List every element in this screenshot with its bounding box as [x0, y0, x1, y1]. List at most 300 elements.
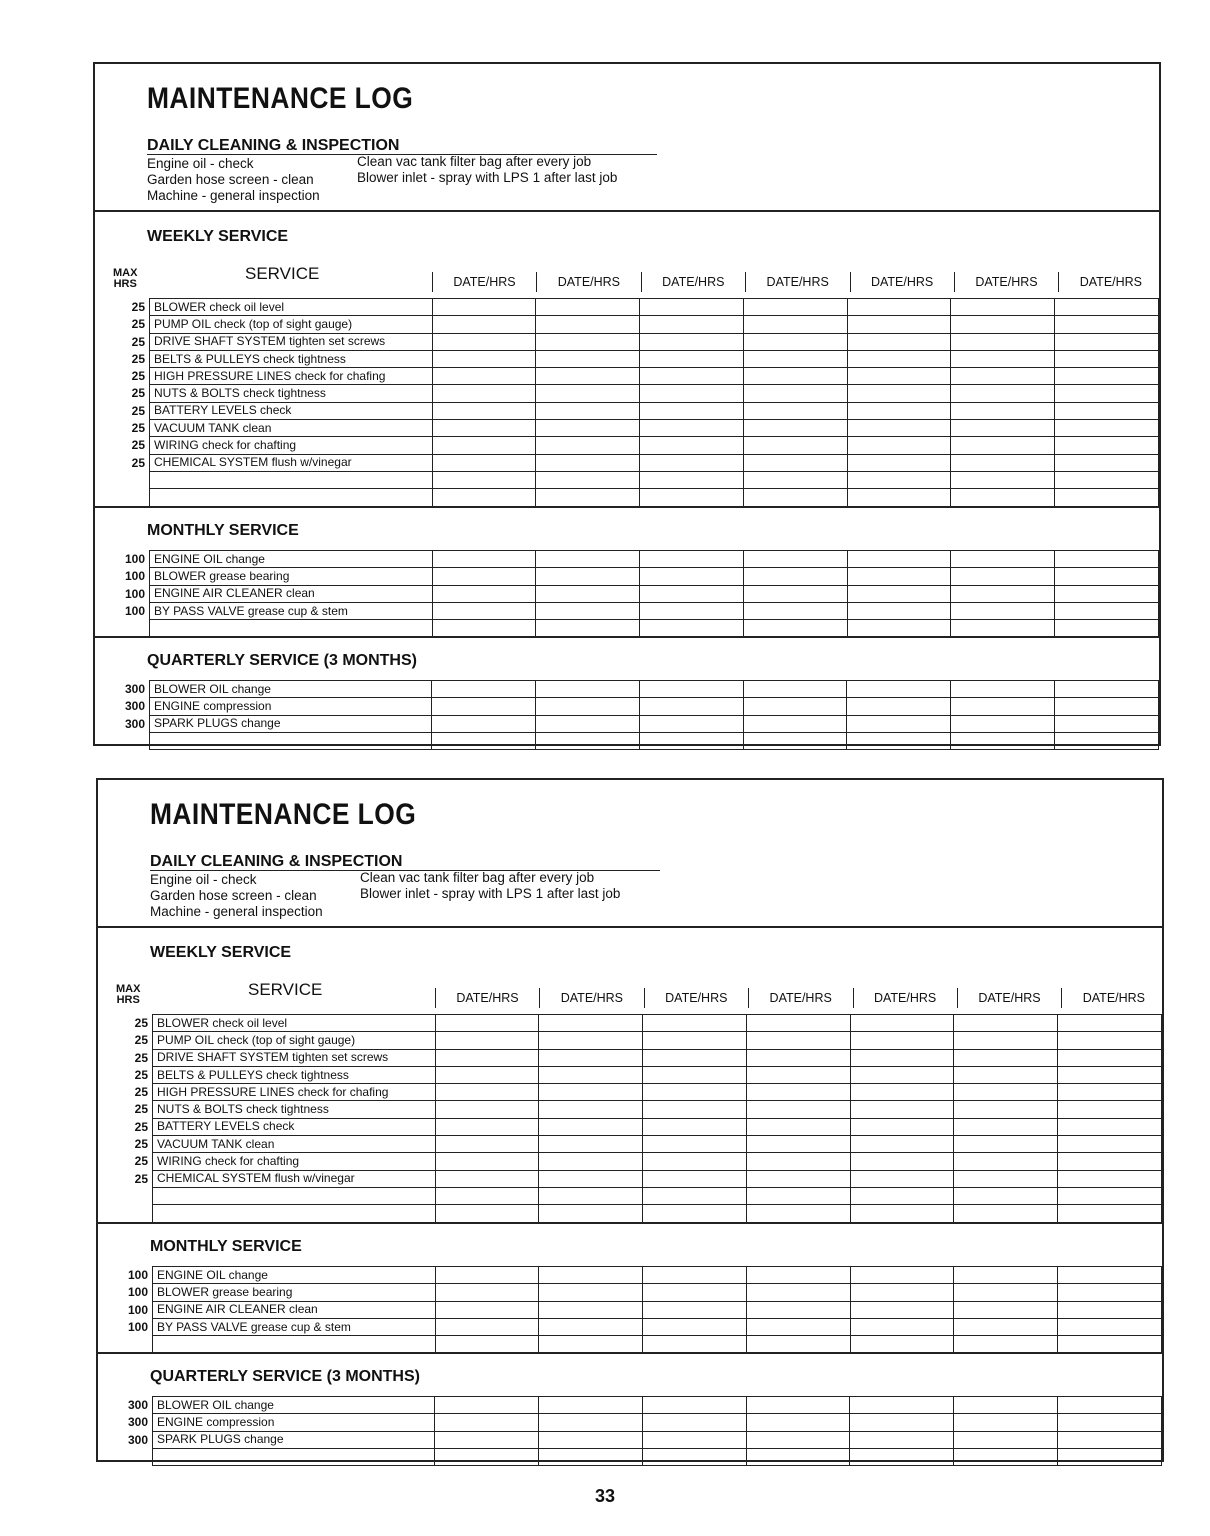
- date-hrs-entry-cell[interactable]: [1058, 1205, 1162, 1222]
- date-hrs-entry-cell[interactable]: [954, 1318, 1058, 1335]
- date-hrs-entry-cell[interactable]: [847, 437, 951, 454]
- date-hrs-entry-cell[interactable]: [640, 350, 744, 367]
- date-hrs-entry-cell[interactable]: [536, 551, 640, 568]
- date-hrs-entry-cell[interactable]: [850, 1066, 954, 1083]
- date-hrs-entry-cell[interactable]: [539, 1187, 643, 1204]
- date-hrs-entry-cell[interactable]: [1058, 1066, 1162, 1083]
- date-hrs-entry-cell[interactable]: [432, 568, 536, 585]
- date-hrs-entry-cell[interactable]: [539, 1301, 643, 1318]
- date-hrs-entry-cell[interactable]: [1055, 568, 1159, 585]
- date-hrs-entry-cell[interactable]: [743, 732, 847, 749]
- date-hrs-entry-cell[interactable]: [643, 1015, 747, 1032]
- date-hrs-entry-cell[interactable]: [435, 1267, 539, 1284]
- date-hrs-entry-cell[interactable]: [643, 1136, 747, 1153]
- date-hrs-entry-cell[interactable]: [643, 1205, 747, 1222]
- date-hrs-entry-cell[interactable]: [951, 551, 1055, 568]
- date-hrs-entry-cell[interactable]: [746, 1049, 850, 1066]
- date-hrs-entry-cell[interactable]: [1058, 1170, 1162, 1187]
- date-hrs-entry-cell[interactable]: [639, 698, 743, 715]
- date-hrs-entry-cell[interactable]: [847, 420, 951, 437]
- date-hrs-entry-cell[interactable]: [746, 1066, 850, 1083]
- date-hrs-entry-cell[interactable]: [432, 698, 536, 715]
- date-hrs-entry-cell[interactable]: [435, 1136, 539, 1153]
- date-hrs-entry-cell[interactable]: [850, 1118, 954, 1135]
- date-hrs-entry-cell[interactable]: [640, 602, 744, 619]
- date-hrs-entry-cell[interactable]: [536, 454, 640, 471]
- date-hrs-entry-cell[interactable]: [951, 402, 1055, 419]
- date-hrs-entry-cell[interactable]: [536, 602, 640, 619]
- date-hrs-entry-cell[interactable]: [536, 385, 640, 402]
- date-hrs-entry-cell[interactable]: [746, 1414, 850, 1431]
- date-hrs-entry-cell[interactable]: [435, 1187, 539, 1204]
- blank-service-cell[interactable]: [150, 620, 433, 637]
- date-hrs-entry-cell[interactable]: [1055, 368, 1159, 385]
- date-hrs-entry-cell[interactable]: [1055, 402, 1159, 419]
- date-hrs-entry-cell[interactable]: [536, 489, 640, 506]
- date-hrs-entry-cell[interactable]: [643, 1153, 747, 1170]
- date-hrs-entry-cell[interactable]: [847, 385, 951, 402]
- date-hrs-entry-cell[interactable]: [954, 1049, 1058, 1066]
- date-hrs-entry-cell[interactable]: [1055, 350, 1159, 367]
- date-hrs-entry-cell[interactable]: [435, 1301, 539, 1318]
- date-hrs-entry-cell[interactable]: [640, 299, 744, 316]
- date-hrs-entry-cell[interactable]: [643, 1336, 747, 1353]
- date-hrs-entry-cell[interactable]: [1055, 299, 1159, 316]
- date-hrs-entry-cell[interactable]: [743, 437, 847, 454]
- date-hrs-entry-cell[interactable]: [850, 1284, 954, 1301]
- date-hrs-entry-cell[interactable]: [435, 1448, 539, 1465]
- date-hrs-entry-cell[interactable]: [746, 1084, 850, 1101]
- date-hrs-entry-cell[interactable]: [432, 551, 536, 568]
- date-hrs-entry-cell[interactable]: [746, 1397, 850, 1414]
- date-hrs-entry-cell[interactable]: [746, 1118, 850, 1135]
- date-hrs-entry-cell[interactable]: [951, 732, 1055, 749]
- date-hrs-entry-cell[interactable]: [539, 1118, 643, 1135]
- date-hrs-entry-cell[interactable]: [539, 1431, 643, 1448]
- date-hrs-entry-cell[interactable]: [954, 1301, 1058, 1318]
- date-hrs-entry-cell[interactable]: [847, 316, 951, 333]
- date-hrs-entry-cell[interactable]: [743, 602, 847, 619]
- date-hrs-entry-cell[interactable]: [951, 437, 1055, 454]
- date-hrs-entry-cell[interactable]: [746, 1301, 850, 1318]
- date-hrs-entry-cell[interactable]: [643, 1187, 747, 1204]
- date-hrs-entry-cell[interactable]: [746, 1336, 850, 1353]
- date-hrs-entry-cell[interactable]: [1058, 1118, 1162, 1135]
- date-hrs-entry-cell[interactable]: [951, 585, 1055, 602]
- date-hrs-entry-cell[interactable]: [746, 1284, 850, 1301]
- date-hrs-entry-cell[interactable]: [1055, 333, 1159, 350]
- date-hrs-entry-cell[interactable]: [847, 454, 951, 471]
- date-hrs-entry-cell[interactable]: [432, 437, 536, 454]
- date-hrs-entry-cell[interactable]: [643, 1318, 747, 1335]
- date-hrs-entry-cell[interactable]: [1058, 1284, 1162, 1301]
- date-hrs-entry-cell[interactable]: [640, 402, 744, 419]
- date-hrs-entry-cell[interactable]: [435, 1205, 539, 1222]
- date-hrs-entry-cell[interactable]: [435, 1153, 539, 1170]
- date-hrs-entry-cell[interactable]: [743, 715, 847, 732]
- date-hrs-entry-cell[interactable]: [539, 1153, 643, 1170]
- date-hrs-entry-cell[interactable]: [435, 1049, 539, 1066]
- date-hrs-entry-cell[interactable]: [1055, 715, 1159, 732]
- date-hrs-entry-cell[interactable]: [435, 1118, 539, 1135]
- date-hrs-entry-cell[interactable]: [1055, 489, 1159, 506]
- date-hrs-entry-cell[interactable]: [850, 1267, 954, 1284]
- date-hrs-entry-cell[interactable]: [951, 333, 1055, 350]
- date-hrs-entry-cell[interactable]: [640, 454, 744, 471]
- date-hrs-entry-cell[interactable]: [432, 489, 536, 506]
- date-hrs-entry-cell[interactable]: [539, 1414, 643, 1431]
- blank-service-cell[interactable]: [150, 732, 432, 749]
- date-hrs-entry-cell[interactable]: [536, 568, 640, 585]
- date-hrs-entry-cell[interactable]: [951, 420, 1055, 437]
- date-hrs-entry-cell[interactable]: [746, 1205, 850, 1222]
- date-hrs-entry-cell[interactable]: [954, 1414, 1058, 1431]
- date-hrs-entry-cell[interactable]: [640, 489, 744, 506]
- date-hrs-entry-cell[interactable]: [951, 715, 1055, 732]
- date-hrs-entry-cell[interactable]: [847, 299, 951, 316]
- date-hrs-entry-cell[interactable]: [847, 602, 951, 619]
- date-hrs-entry-cell[interactable]: [1055, 602, 1159, 619]
- date-hrs-entry-cell[interactable]: [743, 681, 847, 698]
- date-hrs-entry-cell[interactable]: [743, 333, 847, 350]
- date-hrs-entry-cell[interactable]: [850, 1101, 954, 1118]
- date-hrs-entry-cell[interactable]: [954, 1015, 1058, 1032]
- date-hrs-entry-cell[interactable]: [432, 585, 536, 602]
- date-hrs-entry-cell[interactable]: [951, 350, 1055, 367]
- date-hrs-entry-cell[interactable]: [954, 1066, 1058, 1083]
- date-hrs-entry-cell[interactable]: [640, 620, 744, 637]
- date-hrs-entry-cell[interactable]: [743, 420, 847, 437]
- date-hrs-entry-cell[interactable]: [539, 1318, 643, 1335]
- date-hrs-entry-cell[interactable]: [539, 1049, 643, 1066]
- date-hrs-entry-cell[interactable]: [539, 1101, 643, 1118]
- date-hrs-entry-cell[interactable]: [639, 715, 743, 732]
- date-hrs-entry-cell[interactable]: [743, 620, 847, 637]
- date-hrs-entry-cell[interactable]: [435, 1397, 539, 1414]
- date-hrs-entry-cell[interactable]: [643, 1049, 747, 1066]
- date-hrs-entry-cell[interactable]: [850, 1170, 954, 1187]
- date-hrs-entry-cell[interactable]: [539, 1448, 643, 1465]
- date-hrs-entry-cell[interactable]: [1058, 1032, 1162, 1049]
- date-hrs-entry-cell[interactable]: [432, 602, 536, 619]
- blank-service-cell[interactable]: [153, 1336, 436, 1353]
- date-hrs-entry-cell[interactable]: [1058, 1049, 1162, 1066]
- blank-service-cell[interactable]: [153, 1448, 435, 1465]
- date-hrs-entry-cell[interactable]: [954, 1397, 1058, 1414]
- date-hrs-entry-cell[interactable]: [536, 368, 640, 385]
- date-hrs-entry-cell[interactable]: [1058, 1084, 1162, 1101]
- date-hrs-entry-cell[interactable]: [643, 1032, 747, 1049]
- date-hrs-entry-cell[interactable]: [539, 1032, 643, 1049]
- date-hrs-entry-cell[interactable]: [1055, 385, 1159, 402]
- date-hrs-entry-cell[interactable]: [1055, 316, 1159, 333]
- date-hrs-entry-cell[interactable]: [746, 1318, 850, 1335]
- date-hrs-entry-cell[interactable]: [1058, 1153, 1162, 1170]
- date-hrs-entry-cell[interactable]: [643, 1267, 747, 1284]
- date-hrs-entry-cell[interactable]: [435, 1015, 539, 1032]
- date-hrs-entry-cell[interactable]: [432, 385, 536, 402]
- date-hrs-entry-cell[interactable]: [746, 1187, 850, 1204]
- date-hrs-entry-cell[interactable]: [536, 350, 640, 367]
- date-hrs-entry-cell[interactable]: [743, 299, 847, 316]
- date-hrs-entry-cell[interactable]: [1058, 1267, 1162, 1284]
- date-hrs-entry-cell[interactable]: [954, 1284, 1058, 1301]
- date-hrs-entry-cell[interactable]: [435, 1032, 539, 1049]
- date-hrs-entry-cell[interactable]: [954, 1336, 1058, 1353]
- date-hrs-entry-cell[interactable]: [847, 620, 951, 637]
- date-hrs-entry-cell[interactable]: [743, 402, 847, 419]
- date-hrs-entry-cell[interactable]: [435, 1336, 539, 1353]
- date-hrs-entry-cell[interactable]: [640, 585, 744, 602]
- date-hrs-entry-cell[interactable]: [1058, 1015, 1162, 1032]
- date-hrs-entry-cell[interactable]: [1058, 1301, 1162, 1318]
- date-hrs-entry-cell[interactable]: [847, 715, 951, 732]
- date-hrs-entry-cell[interactable]: [954, 1267, 1058, 1284]
- date-hrs-entry-cell[interactable]: [951, 299, 1055, 316]
- date-hrs-entry-cell[interactable]: [847, 698, 951, 715]
- date-hrs-entry-cell[interactable]: [640, 437, 744, 454]
- date-hrs-entry-cell[interactable]: [951, 454, 1055, 471]
- date-hrs-entry-cell[interactable]: [640, 385, 744, 402]
- date-hrs-entry-cell[interactable]: [1058, 1136, 1162, 1153]
- date-hrs-entry-cell[interactable]: [539, 1084, 643, 1101]
- date-hrs-entry-cell[interactable]: [432, 333, 536, 350]
- date-hrs-entry-cell[interactable]: [1055, 732, 1159, 749]
- date-hrs-entry-cell[interactable]: [850, 1336, 954, 1353]
- date-hrs-entry-cell[interactable]: [746, 1153, 850, 1170]
- date-hrs-entry-cell[interactable]: [850, 1414, 954, 1431]
- date-hrs-entry-cell[interactable]: [850, 1397, 954, 1414]
- date-hrs-entry-cell[interactable]: [1058, 1414, 1162, 1431]
- date-hrs-entry-cell[interactable]: [746, 1101, 850, 1118]
- date-hrs-entry-cell[interactable]: [640, 551, 744, 568]
- date-hrs-entry-cell[interactable]: [642, 1431, 746, 1448]
- date-hrs-entry-cell[interactable]: [954, 1032, 1058, 1049]
- date-hrs-entry-cell[interactable]: [847, 489, 951, 506]
- date-hrs-entry-cell[interactable]: [743, 568, 847, 585]
- date-hrs-entry-cell[interactable]: [643, 1066, 747, 1083]
- date-hrs-entry-cell[interactable]: [643, 1101, 747, 1118]
- date-hrs-entry-cell[interactable]: [539, 1066, 643, 1083]
- date-hrs-entry-cell[interactable]: [643, 1301, 747, 1318]
- date-hrs-entry-cell[interactable]: [435, 1284, 539, 1301]
- date-hrs-entry-cell[interactable]: [954, 1118, 1058, 1135]
- date-hrs-entry-cell[interactable]: [954, 1205, 1058, 1222]
- date-hrs-entry-cell[interactable]: [642, 1397, 746, 1414]
- date-hrs-entry-cell[interactable]: [850, 1431, 954, 1448]
- date-hrs-entry-cell[interactable]: [746, 1448, 850, 1465]
- date-hrs-entry-cell[interactable]: [850, 1136, 954, 1153]
- date-hrs-entry-cell[interactable]: [536, 620, 640, 637]
- date-hrs-entry-cell[interactable]: [539, 1136, 643, 1153]
- date-hrs-entry-cell[interactable]: [1058, 1448, 1162, 1465]
- blank-service-cell[interactable]: [153, 1187, 436, 1204]
- date-hrs-entry-cell[interactable]: [951, 471, 1055, 488]
- date-hrs-entry-cell[interactable]: [847, 350, 951, 367]
- date-hrs-entry-cell[interactable]: [951, 602, 1055, 619]
- date-hrs-entry-cell[interactable]: [850, 1049, 954, 1066]
- date-hrs-entry-cell[interactable]: [847, 568, 951, 585]
- date-hrs-entry-cell[interactable]: [1055, 698, 1159, 715]
- date-hrs-entry-cell[interactable]: [954, 1431, 1058, 1448]
- date-hrs-entry-cell[interactable]: [536, 299, 640, 316]
- date-hrs-entry-cell[interactable]: [746, 1267, 850, 1284]
- date-hrs-entry-cell[interactable]: [951, 620, 1055, 637]
- date-hrs-entry-cell[interactable]: [432, 350, 536, 367]
- date-hrs-entry-cell[interactable]: [746, 1015, 850, 1032]
- date-hrs-entry-cell[interactable]: [951, 698, 1055, 715]
- date-hrs-entry-cell[interactable]: [536, 333, 640, 350]
- date-hrs-entry-cell[interactable]: [642, 1414, 746, 1431]
- date-hrs-entry-cell[interactable]: [536, 698, 640, 715]
- date-hrs-entry-cell[interactable]: [640, 420, 744, 437]
- date-hrs-entry-cell[interactable]: [1058, 1187, 1162, 1204]
- date-hrs-entry-cell[interactable]: [1055, 620, 1159, 637]
- blank-service-cell[interactable]: [150, 471, 433, 488]
- date-hrs-entry-cell[interactable]: [847, 585, 951, 602]
- date-hrs-entry-cell[interactable]: [951, 385, 1055, 402]
- date-hrs-entry-cell[interactable]: [536, 585, 640, 602]
- date-hrs-entry-cell[interactable]: [640, 471, 744, 488]
- date-hrs-entry-cell[interactable]: [954, 1136, 1058, 1153]
- date-hrs-entry-cell[interactable]: [640, 368, 744, 385]
- date-hrs-entry-cell[interactable]: [432, 454, 536, 471]
- date-hrs-entry-cell[interactable]: [951, 681, 1055, 698]
- date-hrs-entry-cell[interactable]: [432, 471, 536, 488]
- date-hrs-entry-cell[interactable]: [743, 585, 847, 602]
- date-hrs-entry-cell[interactable]: [954, 1084, 1058, 1101]
- date-hrs-entry-cell[interactable]: [743, 454, 847, 471]
- date-hrs-entry-cell[interactable]: [1058, 1397, 1162, 1414]
- blank-service-cell[interactable]: [150, 489, 433, 506]
- date-hrs-entry-cell[interactable]: [432, 732, 536, 749]
- date-hrs-entry-cell[interactable]: [435, 1101, 539, 1118]
- date-hrs-entry-cell[interactable]: [1058, 1318, 1162, 1335]
- date-hrs-entry-cell[interactable]: [432, 681, 536, 698]
- date-hrs-entry-cell[interactable]: [850, 1084, 954, 1101]
- date-hrs-entry-cell[interactable]: [951, 368, 1055, 385]
- date-hrs-entry-cell[interactable]: [847, 681, 951, 698]
- date-hrs-entry-cell[interactable]: [536, 471, 640, 488]
- date-hrs-entry-cell[interactable]: [850, 1301, 954, 1318]
- date-hrs-entry-cell[interactable]: [951, 489, 1055, 506]
- date-hrs-entry-cell[interactable]: [643, 1170, 747, 1187]
- date-hrs-entry-cell[interactable]: [850, 1015, 954, 1032]
- date-hrs-entry-cell[interactable]: [640, 568, 744, 585]
- date-hrs-entry-cell[interactable]: [643, 1284, 747, 1301]
- date-hrs-entry-cell[interactable]: [954, 1101, 1058, 1118]
- date-hrs-entry-cell[interactable]: [536, 402, 640, 419]
- date-hrs-entry-cell[interactable]: [432, 620, 536, 637]
- date-hrs-entry-cell[interactable]: [1055, 681, 1159, 698]
- date-hrs-entry-cell[interactable]: [432, 402, 536, 419]
- date-hrs-entry-cell[interactable]: [743, 385, 847, 402]
- date-hrs-entry-cell[interactable]: [1055, 437, 1159, 454]
- date-hrs-entry-cell[interactable]: [1055, 585, 1159, 602]
- date-hrs-entry-cell[interactable]: [746, 1136, 850, 1153]
- date-hrs-entry-cell[interactable]: [539, 1397, 643, 1414]
- blank-service-cell[interactable]: [153, 1205, 436, 1222]
- date-hrs-entry-cell[interactable]: [432, 368, 536, 385]
- date-hrs-entry-cell[interactable]: [850, 1187, 954, 1204]
- date-hrs-entry-cell[interactable]: [1055, 454, 1159, 471]
- date-hrs-entry-cell[interactable]: [743, 471, 847, 488]
- date-hrs-entry-cell[interactable]: [850, 1205, 954, 1222]
- date-hrs-entry-cell[interactable]: [432, 715, 536, 732]
- date-hrs-entry-cell[interactable]: [432, 299, 536, 316]
- date-hrs-entry-cell[interactable]: [954, 1448, 1058, 1465]
- date-hrs-entry-cell[interactable]: [951, 568, 1055, 585]
- date-hrs-entry-cell[interactable]: [1055, 420, 1159, 437]
- date-hrs-entry-cell[interactable]: [954, 1187, 1058, 1204]
- date-hrs-entry-cell[interactable]: [1055, 551, 1159, 568]
- date-hrs-entry-cell[interactable]: [743, 551, 847, 568]
- date-hrs-entry-cell[interactable]: [1058, 1431, 1162, 1448]
- date-hrs-entry-cell[interactable]: [539, 1267, 643, 1284]
- date-hrs-entry-cell[interactable]: [847, 471, 951, 488]
- date-hrs-entry-cell[interactable]: [1058, 1101, 1162, 1118]
- date-hrs-entry-cell[interactable]: [432, 420, 536, 437]
- date-hrs-entry-cell[interactable]: [539, 1170, 643, 1187]
- date-hrs-entry-cell[interactable]: [435, 1170, 539, 1187]
- date-hrs-entry-cell[interactable]: [746, 1170, 850, 1187]
- date-hrs-entry-cell[interactable]: [743, 698, 847, 715]
- date-hrs-entry-cell[interactable]: [539, 1284, 643, 1301]
- date-hrs-entry-cell[interactable]: [539, 1336, 643, 1353]
- date-hrs-entry-cell[interactable]: [847, 368, 951, 385]
- date-hrs-entry-cell[interactable]: [847, 551, 951, 568]
- date-hrs-entry-cell[interactable]: [1058, 1336, 1162, 1353]
- date-hrs-entry-cell[interactable]: [746, 1431, 850, 1448]
- date-hrs-entry-cell[interactable]: [743, 489, 847, 506]
- date-hrs-entry-cell[interactable]: [954, 1153, 1058, 1170]
- date-hrs-entry-cell[interactable]: [643, 1084, 747, 1101]
- date-hrs-entry-cell[interactable]: [1055, 471, 1159, 488]
- date-hrs-entry-cell[interactable]: [536, 732, 640, 749]
- date-hrs-entry-cell[interactable]: [743, 368, 847, 385]
- date-hrs-entry-cell[interactable]: [432, 316, 536, 333]
- date-hrs-entry-cell[interactable]: [435, 1414, 539, 1431]
- date-hrs-entry-cell[interactable]: [746, 1032, 850, 1049]
- date-hrs-entry-cell[interactable]: [847, 402, 951, 419]
- date-hrs-entry-cell[interactable]: [850, 1448, 954, 1465]
- date-hrs-entry-cell[interactable]: [643, 1118, 747, 1135]
- date-hrs-entry-cell[interactable]: [435, 1318, 539, 1335]
- date-hrs-entry-cell[interactable]: [435, 1431, 539, 1448]
- date-hrs-entry-cell[interactable]: [847, 333, 951, 350]
- date-hrs-entry-cell[interactable]: [639, 732, 743, 749]
- date-hrs-entry-cell[interactable]: [640, 333, 744, 350]
- date-hrs-entry-cell[interactable]: [539, 1015, 643, 1032]
- date-hrs-entry-cell[interactable]: [536, 316, 640, 333]
- date-hrs-entry-cell[interactable]: [850, 1032, 954, 1049]
- date-hrs-entry-cell[interactable]: [850, 1318, 954, 1335]
- date-hrs-entry-cell[interactable]: [539, 1205, 643, 1222]
- date-hrs-entry-cell[interactable]: [847, 732, 951, 749]
- date-hrs-entry-cell[interactable]: [743, 350, 847, 367]
- date-hrs-entry-cell[interactable]: [435, 1066, 539, 1083]
- date-hrs-entry-cell[interactable]: [435, 1084, 539, 1101]
- date-hrs-entry-cell[interactable]: [743, 316, 847, 333]
- date-hrs-entry-cell[interactable]: [536, 437, 640, 454]
- date-hrs-entry-cell[interactable]: [951, 316, 1055, 333]
- date-hrs-entry-cell[interactable]: [954, 1170, 1058, 1187]
- date-hrs-entry-cell[interactable]: [640, 316, 744, 333]
- date-hrs-entry-cell[interactable]: [642, 1448, 746, 1465]
- date-hrs-entry-cell[interactable]: [536, 715, 640, 732]
- date-hrs-entry-cell[interactable]: [639, 681, 743, 698]
- date-hrs-entry-cell[interactable]: [536, 681, 640, 698]
